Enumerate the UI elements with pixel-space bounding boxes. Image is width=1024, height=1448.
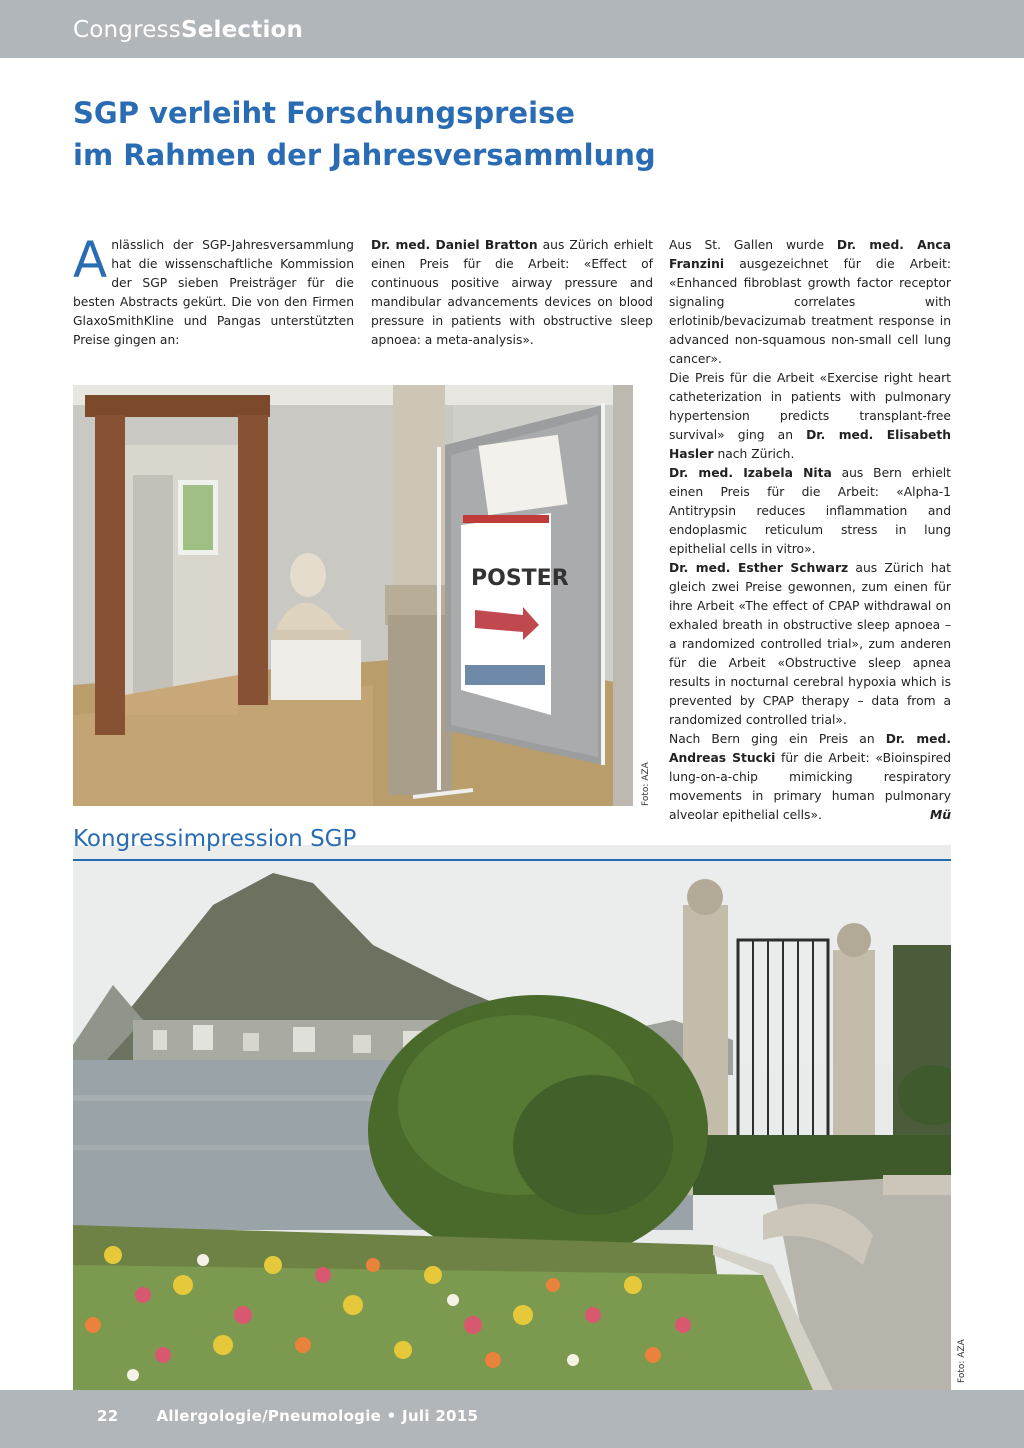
winner-name: Dr. med. Elisabeth Hasler	[669, 428, 951, 461]
photo-lugano-lake	[73, 845, 951, 1390]
section-title: Kongressimpression SGP	[73, 826, 357, 852]
paragraph-text: ausgezeichnet für die Arbeit: «Enhanced fibroblast growth factor receptor signaling correlates with erlotinib/bevacizumab treatment response in advanced non-squamous non-small cell lung cancer».	[669, 257, 951, 366]
winner-name: Dr. med. Izabela Nita	[669, 466, 832, 480]
journal-issue: Allergologie/Pneumologie • Juli 2015	[156, 1407, 479, 1425]
page-number: 22	[97, 1407, 119, 1425]
brand-light: Congress	[73, 17, 181, 43]
paragraph-text: Nach Bern ging ein Preis an	[669, 732, 886, 746]
photo-credit: Foto: AZA	[957, 1339, 967, 1383]
photo-poster-hall	[73, 385, 633, 806]
paragraph-text: für die Arbeit: «Bioinspired lung-on-a-chip mimicking respiratory movements in primary human pulmonary alveolar epithelial cells».	[669, 751, 951, 822]
winner-name: Dr. med. Esther Schwarz	[669, 561, 849, 575]
paragraph-text: Aus St. Gallen wurde	[669, 238, 837, 252]
poster-sign-text: POSTER	[471, 566, 569, 591]
paragraph-bratton	[371, 236, 653, 350]
paragraph-nita	[669, 464, 951, 559]
column-1	[73, 231, 354, 350]
paragraph-stucki	[669, 730, 951, 825]
brand-bold: Selection	[180, 17, 304, 43]
paragraph-text: nach Zürich.	[713, 447, 795, 461]
intro-text: nlässlich der SGP-Jahresversammlung hat die wissenschaftliche Kommission der SGP sieben Preisträger für die besten Abstracts gekürt. Die von den Firmen GlaxoSmithKline und Pangas unterstützten Preise gingen an:	[73, 238, 354, 347]
title-line-2: im Rahmen der Jahresversammlung	[73, 138, 656, 172]
photo-credit: Foto: AZA	[641, 762, 651, 806]
brand-logo	[73, 17, 303, 43]
drop-cap: A	[73, 231, 108, 289]
lake-park-illustration	[73, 845, 951, 1390]
column-2	[371, 236, 653, 350]
winner-name: Dr. med. Andreas Stucki	[669, 732, 951, 765]
article-title	[73, 92, 953, 176]
paragraph-hasler	[669, 369, 951, 464]
paragraph-text: aus Zürich erhielt einen Preis für die Arbeit: «Effect of continuous positive airway pressure and mandibular advancements devices on blood pressure in patients with obstructive sleep apnoea: a meta-analysis».	[371, 238, 654, 347]
paragraph-text: Die Preis für die Arbeit «Exercise right heart catheterization in patients with pulmonary hypertension predicts transplant-free survival» ging an	[669, 371, 951, 442]
paragraph-text: aus Zürich hat gleich zwei Preise gewonnen, zum einen für ihre Arbeit «The effect of CPAP withdrawal on exhaled breath in obstructive sleep apnoea – a randomized controlled trial», zum anderen für die Arbeit «Obstructive sleep apnea results in nocturnal cerebral hypoxia which is prevented by CPAP therapy – data from a randomized controlled trial».	[669, 561, 951, 727]
winner-name: Dr. med. Daniel Bratton	[371, 238, 538, 252]
footer	[97, 1407, 478, 1425]
poster-hall-illustration	[73, 385, 633, 806]
section-divider	[73, 859, 951, 861]
title-line-1: SGP verleiht Forschungspreise	[73, 96, 575, 130]
paragraph-franzini	[669, 236, 951, 369]
paragraph-schwarz	[669, 559, 951, 730]
intro-paragraph	[73, 231, 354, 350]
column-3	[669, 236, 951, 825]
author-signature: Mü	[930, 808, 951, 822]
paragraph-text: aus Bern erhielt einen Preis für die Arbeit: «Alpha-1 Antitrypsin reduces inflammation and endoplasmic reticulum stress in lung epithelial cells in vitro».	[669, 466, 952, 556]
winner-name: Dr. med. Anca Franzini	[669, 238, 951, 271]
